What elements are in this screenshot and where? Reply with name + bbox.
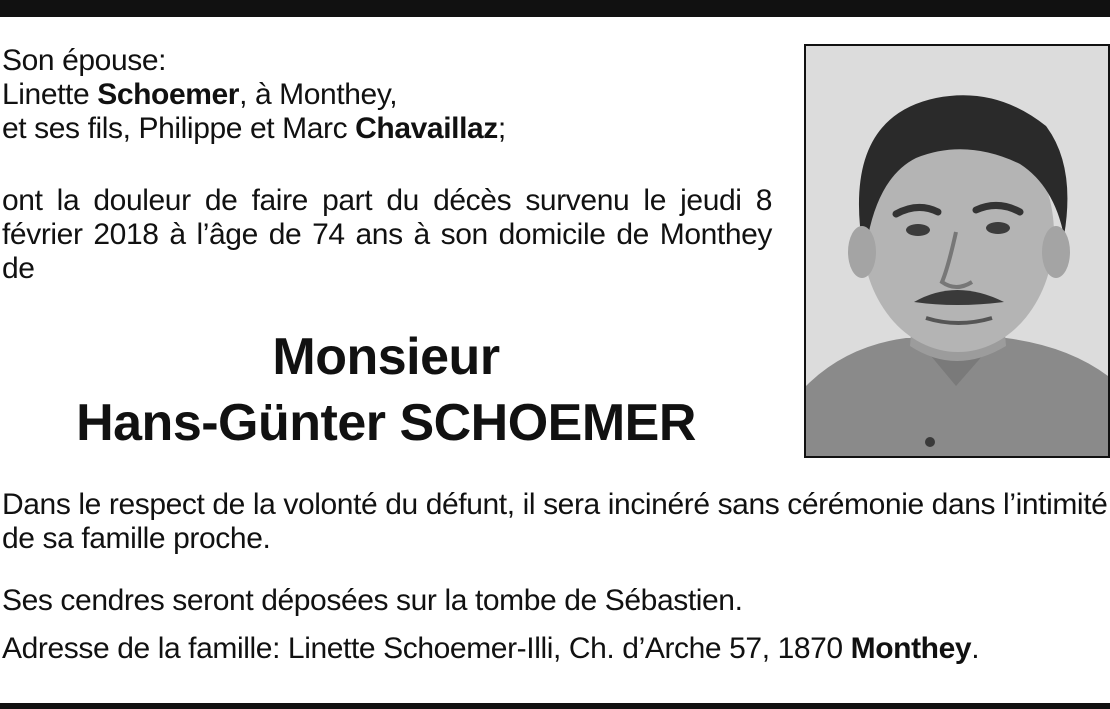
address-city: Monthey: [850, 632, 972, 665]
intro-line-3-suffix: ;: [497, 112, 506, 145]
intro-line-2: [2, 78, 506, 112]
intro-line-1: Son épouse:: [2, 44, 167, 77]
ashes-paragraph: Ses cendres seront déposées sur la tombe de Sébastien.: [2, 584, 743, 617]
intro-line-3: [2, 112, 506, 146]
bottom-rule: [0, 703, 1110, 709]
deceased-title: Monsieur: [272, 328, 500, 386]
deceased-name: Hans-Günter SCHOEMER: [76, 394, 696, 452]
address-suffix: .: [971, 632, 980, 665]
spouse-surname: Schoemer: [97, 78, 240, 111]
death-announcement: ont la douleur de faire part du décès survenu le jeudi 8 février 2018 à l’âge de 74 ans à son domicile de Monthey de: [2, 184, 772, 285]
ceremony-paragraph: Dans le respect de la volonté du défunt, il sera incinéré sans cérémonie dans l’intimité de sa famille proche.: [2, 488, 1108, 555]
portrait-illustration: [806, 46, 1108, 456]
family-intro: [2, 44, 506, 146]
top-rule: [0, 0, 1110, 17]
intro-line-2-suffix: , à Monthey,: [239, 78, 398, 111]
intro-line-3-prefix: et ses fils, Philippe et Marc: [2, 112, 356, 145]
family-address: [2, 632, 979, 666]
deceased-name-block: [0, 324, 772, 456]
address-prefix: Adresse de la famille: Linette Schoemer-Illi, Ch. d’Arche 57, 1870: [2, 632, 851, 665]
portrait-photo-icon: [804, 44, 1110, 458]
sons-surname: Chavaillaz: [355, 112, 498, 145]
intro-line-2-prefix: Linette: [2, 78, 98, 111]
